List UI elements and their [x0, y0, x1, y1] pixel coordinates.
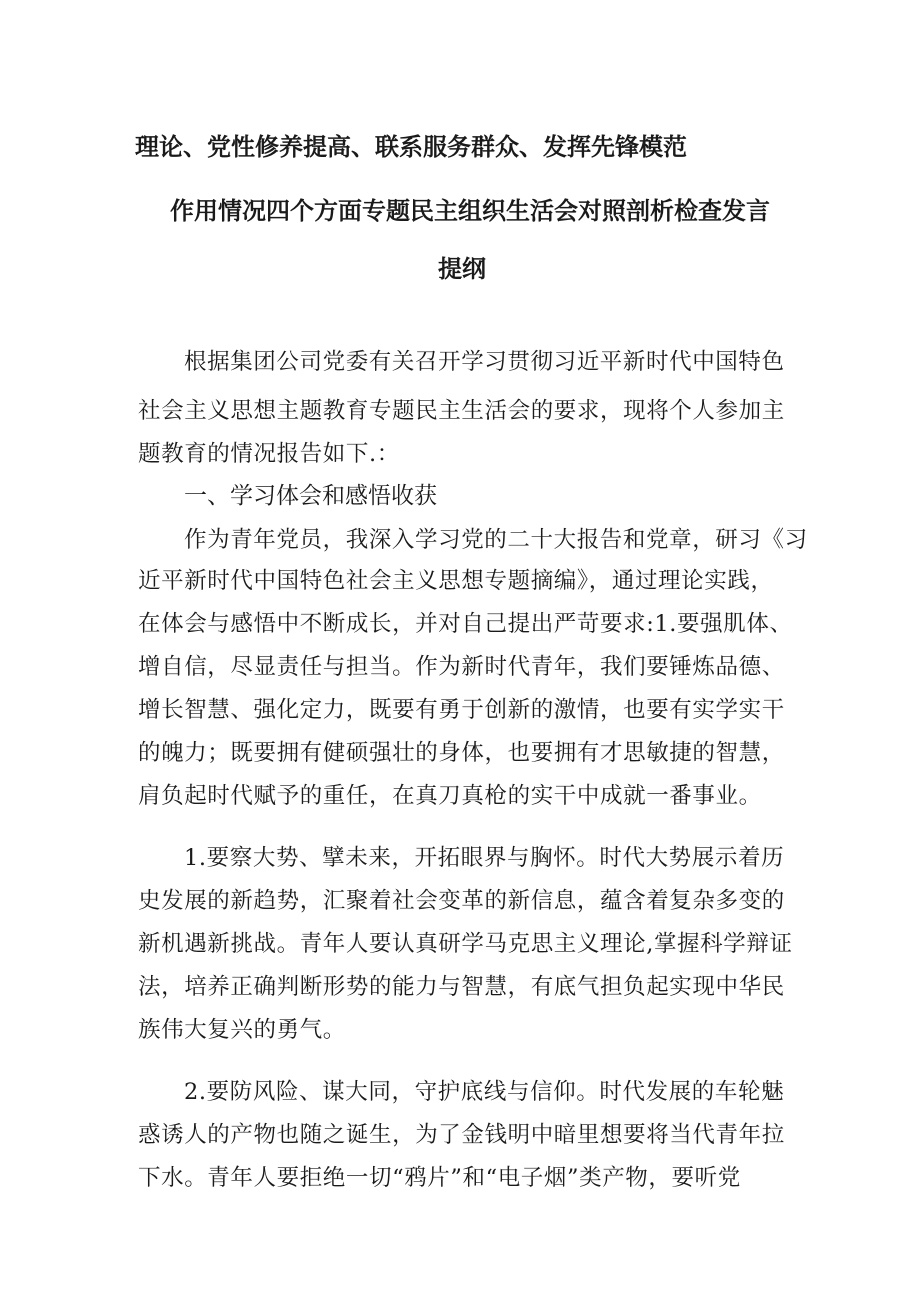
para2-line-5: 族伟大复兴的勇气。	[138, 1017, 346, 1043]
para2-line-2: 史发展的新趋势，汇聚着社会变革的新信息，蕴含着复杂多变的	[138, 888, 785, 914]
para2-line-1: 1.要察大势、擘未来，开拓眼界与胸怀。时代大势展示着历	[184, 845, 785, 871]
para1-line-1: 作为青年党员，我深入学习党的二十大报告和党章，研习《习	[184, 527, 808, 553]
para1-line-7: 肩负起时代赋予的重任，在真刀真枪的实干中成就一番事业。	[138, 783, 762, 809]
intro-line-2: 社会主义思想主题教育专题民主生活会的要求，现将个人参加主	[138, 398, 785, 424]
para2-line-4: 法，培养正确判断形势的能力与智慧，有底气担负起实现中华民	[138, 974, 785, 1000]
para1-line-5: 增长智慧、强化定力，既要有勇于创新的激情，也要有实学实干	[138, 697, 785, 723]
para1-line-2: 近平新时代中国特色社会主义思想专题摘编》，通过理论实践，	[138, 568, 774, 594]
intro-line-1: 根据集团公司党委有关召开学习贯彻习近平新时代中国特色	[184, 349, 785, 375]
para3-line-1: 2.要防风险、谋大同，守护底线与信仰。时代发展的车轮魅	[184, 1079, 785, 1105]
intro-line-3: 题教育的情况报告如下.：	[138, 441, 400, 467]
para1-line-6: 的魄力；既要拥有健硕强壮的身体，也要拥有才思敏捷的智慧，	[138, 740, 785, 766]
title-line-1: 理论、党性修养提高、联系服务群众、发挥先锋模范	[135, 133, 687, 161]
para3-line-2: 惑诱人的产物也随之诞生，为了金钱明中暗里想要将当代青年拉	[138, 1122, 785, 1148]
para1-line-3: 在体会与感悟中不断成长，并对自己提出严苛要求:1.要强肌体、	[138, 611, 793, 637]
title-line-3: 提纲	[438, 255, 486, 283]
section-heading-1: 一、学习体会和感悟收获	[184, 483, 437, 509]
para3-line-3: 下水。青年人要拒绝一切“鸦片”和“电子烟”类产物，要听党	[138, 1165, 741, 1191]
para2-line-3: 新机遇新挑战。青年人要认真研学马克思主义理论,掌握科学辩证	[138, 931, 793, 957]
title-line-2: 作用情况四个方面专题民主组织生活会对照剖析检查发言	[170, 197, 770, 225]
para1-line-4: 增自信，尽显责任与担当。作为新时代青年，我们要锤炼品德、	[138, 654, 785, 680]
